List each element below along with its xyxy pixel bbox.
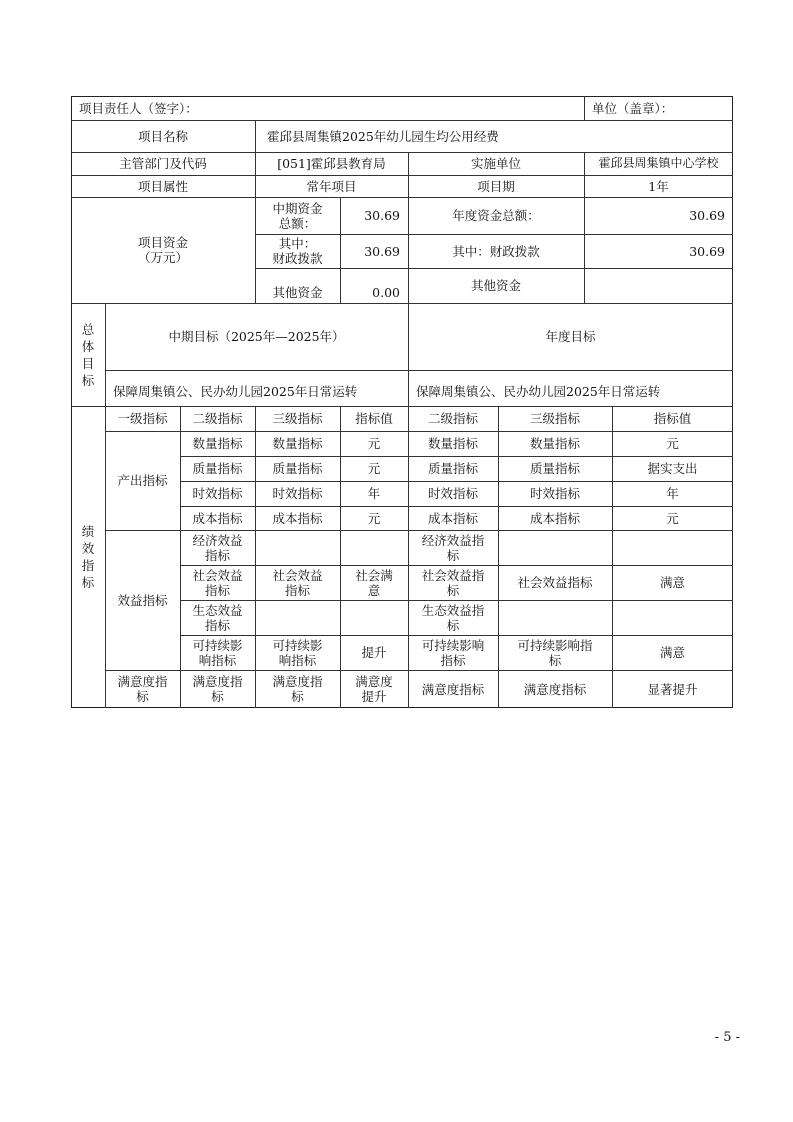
output-cell: 元 (666, 436, 679, 451)
output-cell: 数量指标 (529, 436, 580, 451)
benefit-cell (340, 530, 408, 565)
annual-fiscal-label: 其中：财政拨款 (452, 243, 540, 259)
annual-goal-header: 年度目标 (545, 329, 596, 344)
benefit-cell: 社会满 意 (355, 567, 393, 598)
annual-fiscal-value: 30.69 (689, 243, 725, 259)
output-cell: 数量指标 (427, 436, 478, 451)
output-cell: 时效指标 (192, 486, 243, 501)
col-header-level3-mid: 三级指标 (272, 411, 323, 426)
satisfaction-cell: 显著提升 (647, 681, 698, 697)
page-number: - 5 - (714, 1030, 740, 1045)
output-cell: 年 (367, 486, 381, 501)
col-header-level2-annual: 二级指标 (427, 411, 478, 426)
output-cell: 质量指标 (427, 461, 478, 476)
benefit-cell: 经济效益 指标 (192, 532, 243, 563)
benefit-cell: 满意 (659, 575, 685, 590)
funds-label: 项目资金 （万元） (137, 235, 188, 265)
benefit-cell: 社会效益指标 (517, 575, 593, 590)
benefit-indicators-label: 效益指标 (117, 592, 168, 608)
satisfaction-cell: 满意度指 标 (192, 674, 243, 704)
project-name-label: 项目名称 (137, 128, 188, 144)
benefit-cell: 社会效益指 标 (421, 567, 485, 598)
col-header-level2-mid: 二级指标 (192, 411, 243, 426)
benefit-cell (340, 600, 408, 635)
output-indicators-label: 产出指标 (117, 473, 168, 488)
output-cell: 元 (367, 510, 381, 526)
satisfaction-cell: 满意度指 标 (272, 674, 323, 704)
col-header-level3-annual: 三级指标 (529, 411, 580, 426)
overall-goals-label: 总 体 目 标 (81, 321, 95, 388)
benefit-cell (612, 600, 733, 635)
output-cell: 质量指标 (272, 461, 323, 476)
mid-total-value: 30.69 (364, 208, 400, 223)
satisfaction-cell: 满意度指标 (523, 681, 587, 697)
benefit-cell: 生态效益 指标 (192, 602, 243, 633)
mid-fiscal-label: 其中： 财政拨款 (272, 236, 323, 266)
benefit-cell (255, 600, 340, 635)
mid-term-goal-header: 中期目标（2025年—2025年） (168, 329, 345, 344)
benefit-cell (498, 530, 612, 565)
satisfaction-cell: 满意度 提升 (355, 674, 393, 704)
benefit-cell: 提升 (361, 645, 387, 660)
performance-indicators-label: 绩 效 指 标 (81, 524, 95, 590)
benefit-cell: 生态效益指 标 (421, 602, 485, 633)
benefit-cell: 社会效益 指标 (272, 567, 323, 598)
col-header-value-mid: 指标值 (355, 411, 393, 426)
benefit-cell: 可持续影 响指标 (192, 637, 243, 668)
mid-term-goal-text: 保障周集镇公、民办幼儿园2025年日常运转 (113, 383, 358, 399)
benefit-cell: 可持续影 响指标 (272, 637, 323, 668)
annual-other-value (584, 268, 733, 303)
col-header-level1: 一级指标 (117, 411, 168, 426)
benefit-cell: 经济效益指 标 (421, 532, 485, 563)
output-cell: 年 (666, 486, 679, 501)
output-cell: 质量指标 (529, 461, 580, 476)
project-period-label: 项目期 (477, 178, 515, 194)
output-cell: 成本指标 (529, 510, 580, 526)
output-cell: 元 (367, 461, 381, 476)
benefit-cell: 满意 (659, 645, 685, 660)
output-cell: 成本指标 (192, 510, 243, 526)
annual-total-label: 年度资金总额： (452, 208, 540, 223)
impl-unit-label: 实施单位 (470, 156, 521, 171)
mid-total-label: 中期资金 总额： (272, 200, 323, 231)
output-cell: 时效指标 (529, 486, 580, 501)
dept-label: 主管部门及代码 (119, 156, 207, 171)
benefit-cell: 社会效益 指标 (192, 567, 243, 598)
benefit-cell (612, 530, 733, 565)
output-cell: 元 (666, 510, 679, 526)
output-cell: 成本指标 (272, 510, 323, 526)
output-cell: 元 (367, 436, 381, 451)
responsible-signature-label: 项目责任人（签字）： (79, 100, 198, 116)
annual-other-label: 其他资金 (470, 278, 521, 293)
output-cell: 质量指标 (192, 461, 243, 476)
project-attr-value: 常年项目 (306, 178, 357, 194)
satisfaction-cell: 满意度指标 (421, 681, 485, 697)
project-period-value: 1年 (648, 178, 669, 194)
mid-other-value: 0.00 (372, 285, 400, 300)
benefit-cell (255, 530, 340, 565)
benefit-cell: 可持续影响 指标 (421, 637, 485, 668)
satisfaction-indicators-label: 满意度指 标 (117, 674, 168, 704)
annual-goal-text: 保障周集镇公、民办幼儿园2025年日常运转 (416, 383, 661, 399)
mid-other-label: 其他资金 (272, 285, 323, 300)
project-name-value: 霍邱县周集镇2025年幼儿园生均公用经费 (267, 128, 499, 144)
benefit-cell: 可持续影响指 标 (517, 637, 593, 668)
benefit-cell (498, 600, 612, 635)
unit-seal-label: 单位（盖章）： (592, 100, 674, 116)
output-cell: 据实支出 (647, 461, 698, 476)
output-cell: 成本指标 (427, 510, 478, 526)
mid-fiscal-value: 30.69 (364, 243, 400, 259)
output-cell: 时效指标 (272, 486, 323, 501)
output-cell: 数量指标 (272, 436, 323, 451)
dept-value: [051]霍邱县教育局 (277, 156, 386, 171)
col-header-value-annual: 指标值 (653, 411, 692, 426)
annual-total-value: 30.69 (689, 208, 725, 223)
output-cell: 数量指标 (192, 436, 243, 451)
project-attr-label: 项目属性 (137, 178, 188, 194)
output-cell: 时效指标 (427, 486, 478, 501)
impl-unit-value: 霍邱县周集镇中心学校 (598, 156, 719, 170)
